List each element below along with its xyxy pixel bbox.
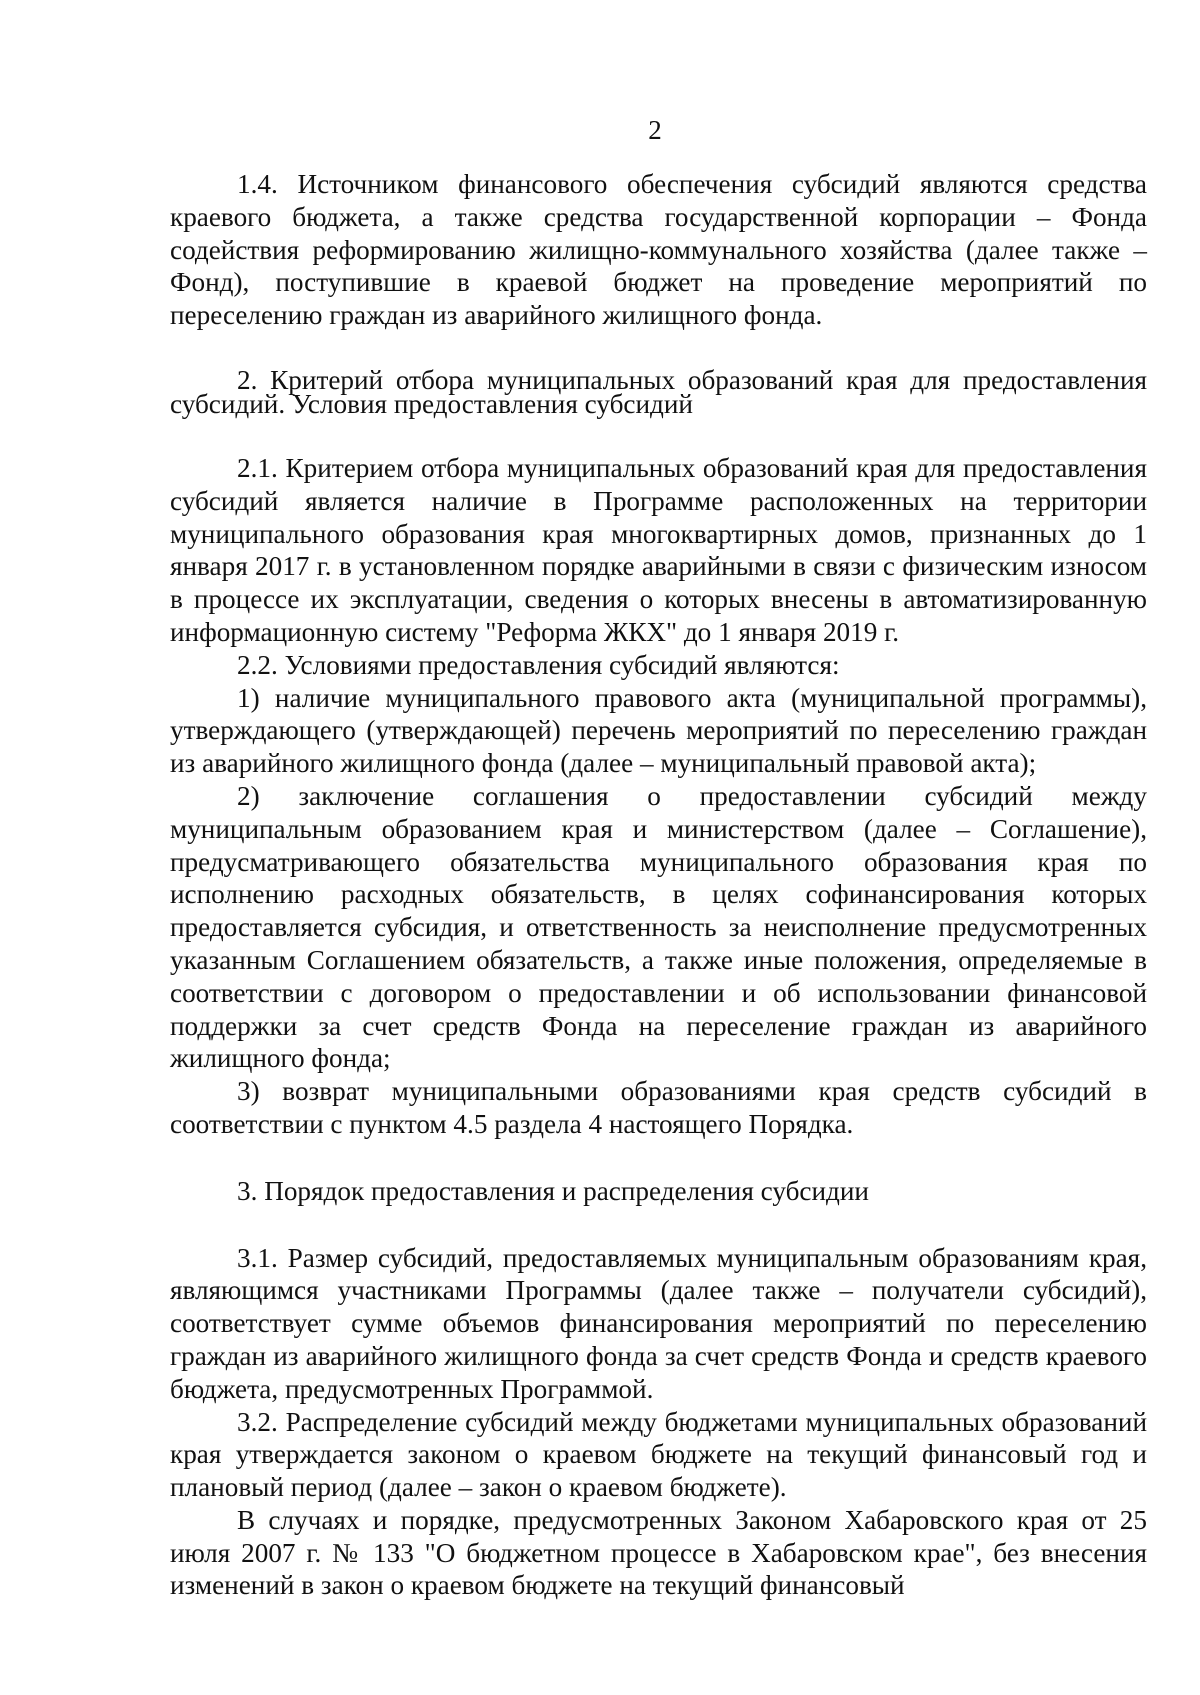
paragraph-2-1: 2.1. Критерием отбора муниципальных образований края для предоставления субсидий является наличие в Программе расположенных на территории муниципального образования края многоквартирных домов, признанных до 1 января 2017 г. в установленном порядке аварийными в связи с физическим износом в процессе их эксплуатации, сведения о которых внесены в автоматизированную информационную систему "Реформа ЖКХ" до 1 января 2019 г. [170, 452, 1147, 647]
section-heading-3: 3. Порядок предоставления и распределения субсидии [237, 1175, 869, 1206]
spacer [170, 416, 1147, 452]
paragraph-3-2-continued: В случаях и порядке, предусмотренных Законом Хабаровского края от 25 июля 2007 г. № 133 "О бюджетном процессе в Хабаровском крае", без внесения изменений в закон о краевом бюджете на текущий финансовый [170, 1504, 1147, 1601]
paragraph-2-2: 2.2. Условиями предоставления субсидий являются: [237, 649, 840, 680]
spacer [170, 332, 1147, 368]
paragraph-3-1: 3.1. Размер субсидий, предоставляемых муниципальным образованиям края, являющимся участниками Программы (далее также – получатели субсидий), соответствует сумме объемов финансирования мероприятий по переселению граждан из аварийного жилищного фонда за счет средств Фонда и средств краевого бюджета, предусмотренных Программой. [170, 1242, 1147, 1404]
paragraph-2-2-item-3: 3) возврат муниципальными образованиями края средств субсидий в соответствии с пунктом 4.5 раздела 4 настоящего Порядка. [170, 1076, 1147, 1139]
page-number: 2 [648, 115, 662, 145]
paragraph-3-2: 3.2. Распределение субсидий между бюджетами муниципальных образований края утверждается законом о краевом бюджете на текущий финансовый год и плановый период (далее – закон о краевом бюджете). [170, 1406, 1147, 1503]
paragraph-2-2-item-1: 1) наличие муниципального правового акта (муниципальной программы), утверждающего (утверждающей) перечень мероприятий по переселению граждан из аварийного жилищного фонда (далее – муниципальный правовой акта); [170, 682, 1147, 779]
section-heading-2: 2. Критерий отбора муниципальных образований края для предоставления субсидий. Условия предоставления субсидий [170, 364, 1147, 419]
spacer [170, 1141, 1147, 1175]
paragraph-1-4: 1.4. Источником финансового обеспечения субсидий являются средства краевого бюджета, а также средства государственной корпорации – Фонда содействия реформированию жилищно-коммунального хозяйства (далее также – Фонд), поступившие в краевой бюджет на проведение мероприятий по переселению граждан из аварийного жилищного фонда. [170, 169, 1147, 331]
paragraph-2-2-item-2: 2) заключение соглашения о предоставлении субсидий между муниципальным образованием края и министерством (далее – Соглашение), предусматривающего обязательства муниципального образования края по исполнению расходных обязательств, в целях софинансирования которых предоставляется субсидия, и ответственность за неисполнение предусмотренных указанным Соглашением обязательств, а также иные положения, определяемые в соответствии с договором о предоставлении и об использовании финансовой поддержки за счет средств Фонда на переселение граждан из аварийного жилищного фонда; [170, 780, 1147, 1074]
document-body [170, 168, 1147, 1602]
spacer [170, 1208, 1147, 1242]
